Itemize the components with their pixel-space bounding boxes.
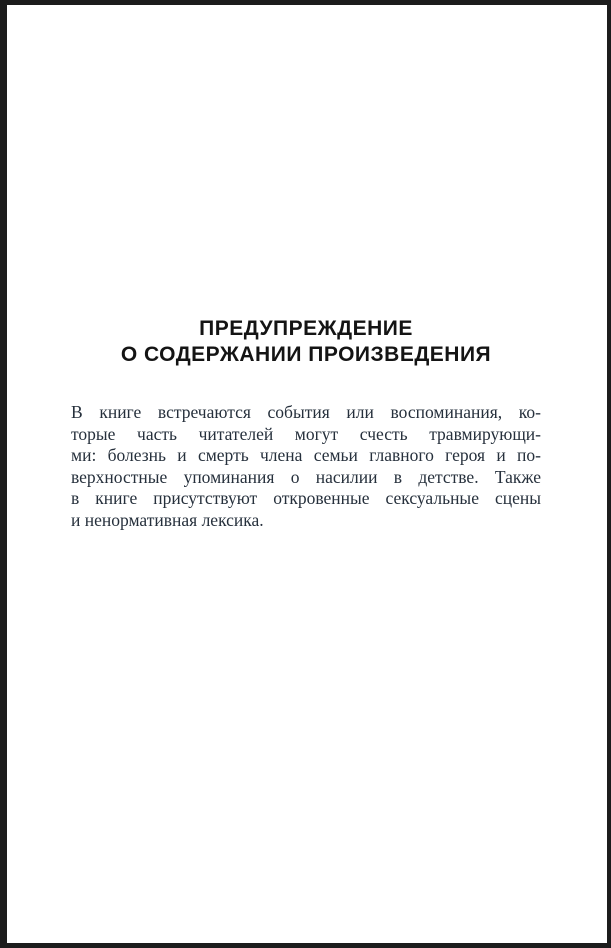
content-warning-paragraph bbox=[71, 402, 541, 531]
paragraph-line: торые часть читателей могут счесть травмирующи- bbox=[71, 423, 541, 444]
paragraph-line: В книге встречаются события или воспоминания, ко- bbox=[71, 402, 541, 422]
heading-line-1: ПРЕДУПРЕЖДЕНИЕ bbox=[199, 317, 413, 340]
paragraph-line: и ненормативная лексика. bbox=[71, 509, 264, 530]
paragraph-line: в книге присутствуют откровенные сексуальные сцены bbox=[71, 488, 541, 508]
paragraph-line: верхностные упоминания о насилии в детстве. Также bbox=[71, 466, 541, 487]
paragraph-line: ми: болезнь и смерть члена семьи главного героя и по- bbox=[71, 445, 541, 465]
content-warning-heading bbox=[71, 316, 541, 368]
page-content bbox=[7, 5, 607, 531]
heading-line-2: О СОДЕРЖАНИИ ПРОИЗВЕДЕНИЯ bbox=[120, 343, 492, 366]
